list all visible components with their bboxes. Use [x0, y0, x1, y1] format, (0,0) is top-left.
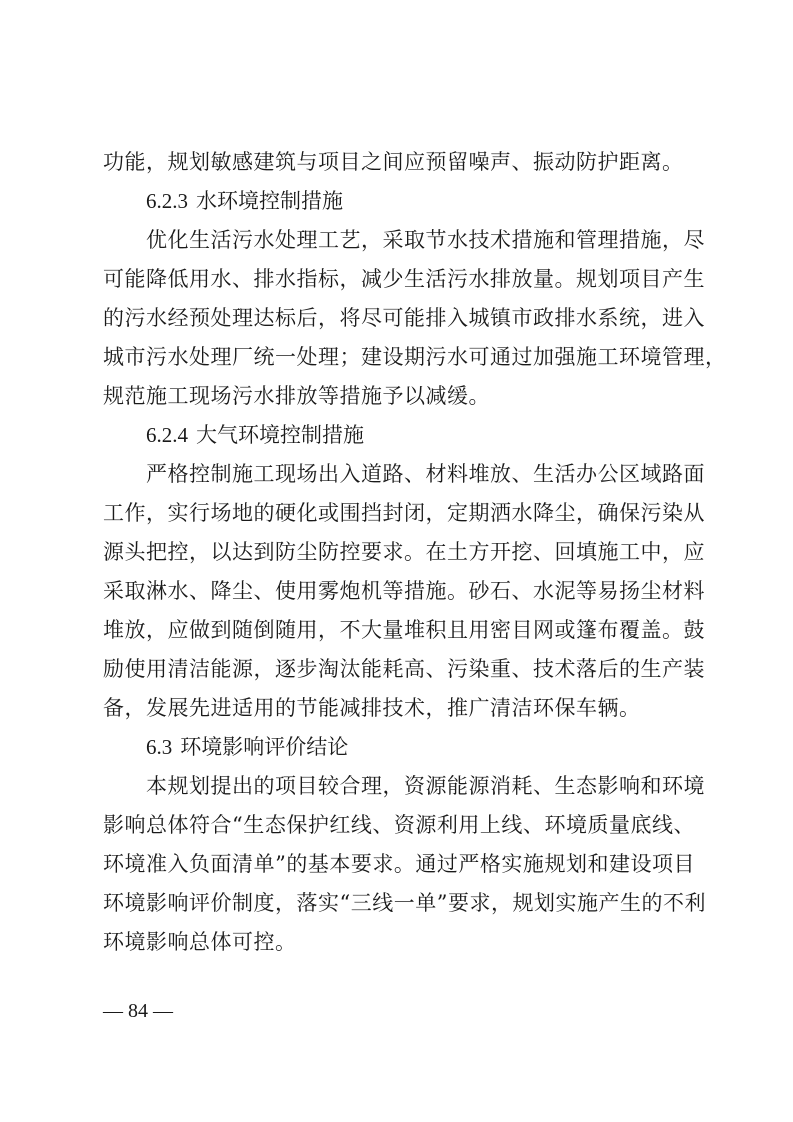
paragraph-line: 的污水经预处理达标后，将尽可能排入城镇市政排水系统，进入 — [103, 306, 705, 330]
section-heading-6-2-3 — [103, 182, 695, 221]
section-title: 大气环境控制措施 — [196, 423, 364, 447]
paragraph-line: 环境准入负面清单”的基本要求。通过严格实施规划和建设项目 — [103, 852, 695, 876]
section-number: 6.2.4 — [146, 423, 188, 447]
document-body — [103, 143, 727, 962]
paragraph-line: 采取淋水、降尘、使用雾炮机等措施。砂石、水泥等易扬尘材料 — [103, 579, 705, 603]
paragraph-line: 源头把控，以达到防尘防控要求。在土方开挖、回填施工中，应 — [103, 540, 705, 564]
page-number: — 84 — — [103, 1000, 173, 1022]
paragraph-line: 优化生活污水处理工艺，采取节水技术措施和管理措施，尽 — [146, 228, 705, 252]
paragraph-line: 影响总体符合“生态保护红线、资源利用上线、环境质量底线、 — [103, 813, 695, 837]
paragraph-line: 本规划提出的项目较合理，资源能源消耗、生态影响和环境 — [146, 774, 705, 798]
paragraph-line: 工作，实行场地的硬化或围挡封闭，定期洒水降尘，确保污染从 — [103, 501, 705, 525]
paragraph-line: 城市污水处理厂统一处理；建设期污水可通过加强施工环境管理， — [103, 345, 727, 369]
section-number: 6.3 — [146, 735, 173, 759]
paragraph-line: 严格控制施工现场出入道路、材料堆放、生活办公区域路面 — [146, 462, 705, 486]
section-number: 6.2.3 — [146, 189, 188, 213]
section-heading-6-2-4 — [103, 416, 695, 455]
paragraph-line: 励使用清洁能源，逐步淘汰能耗高、污染重、技术落后的生产装 — [103, 657, 705, 681]
paragraph-line: 规范施工现场污水排放等措施予以减缓。 — [103, 384, 490, 408]
section-heading-6-3 — [103, 728, 695, 767]
section-title: 环境影响评价结论 — [180, 735, 349, 759]
paragraph-line: 功能，规划敏感建筑与项目之间应预留噪声、振动防护距离。 — [103, 150, 684, 174]
paragraph-line: 堆放，应做到随倒随用，不大量堆积且用密目网或篷布覆盖。鼓 — [103, 618, 705, 642]
paragraph-line: 备，发展先进适用的节能减排技术，推广清洁环保车辆。 — [103, 696, 641, 720]
paragraph-line: 环境影响评价制度，落实“三线一单”要求，规划实施产生的不利 — [103, 891, 706, 915]
paragraph-line: 环境影响总体可控。 — [103, 930, 297, 954]
section-title: 水环境控制措施 — [196, 189, 343, 213]
paragraph-line: 可能降低用水、排水指标，减少生活污水排放量。规划项目产生 — [103, 267, 705, 291]
